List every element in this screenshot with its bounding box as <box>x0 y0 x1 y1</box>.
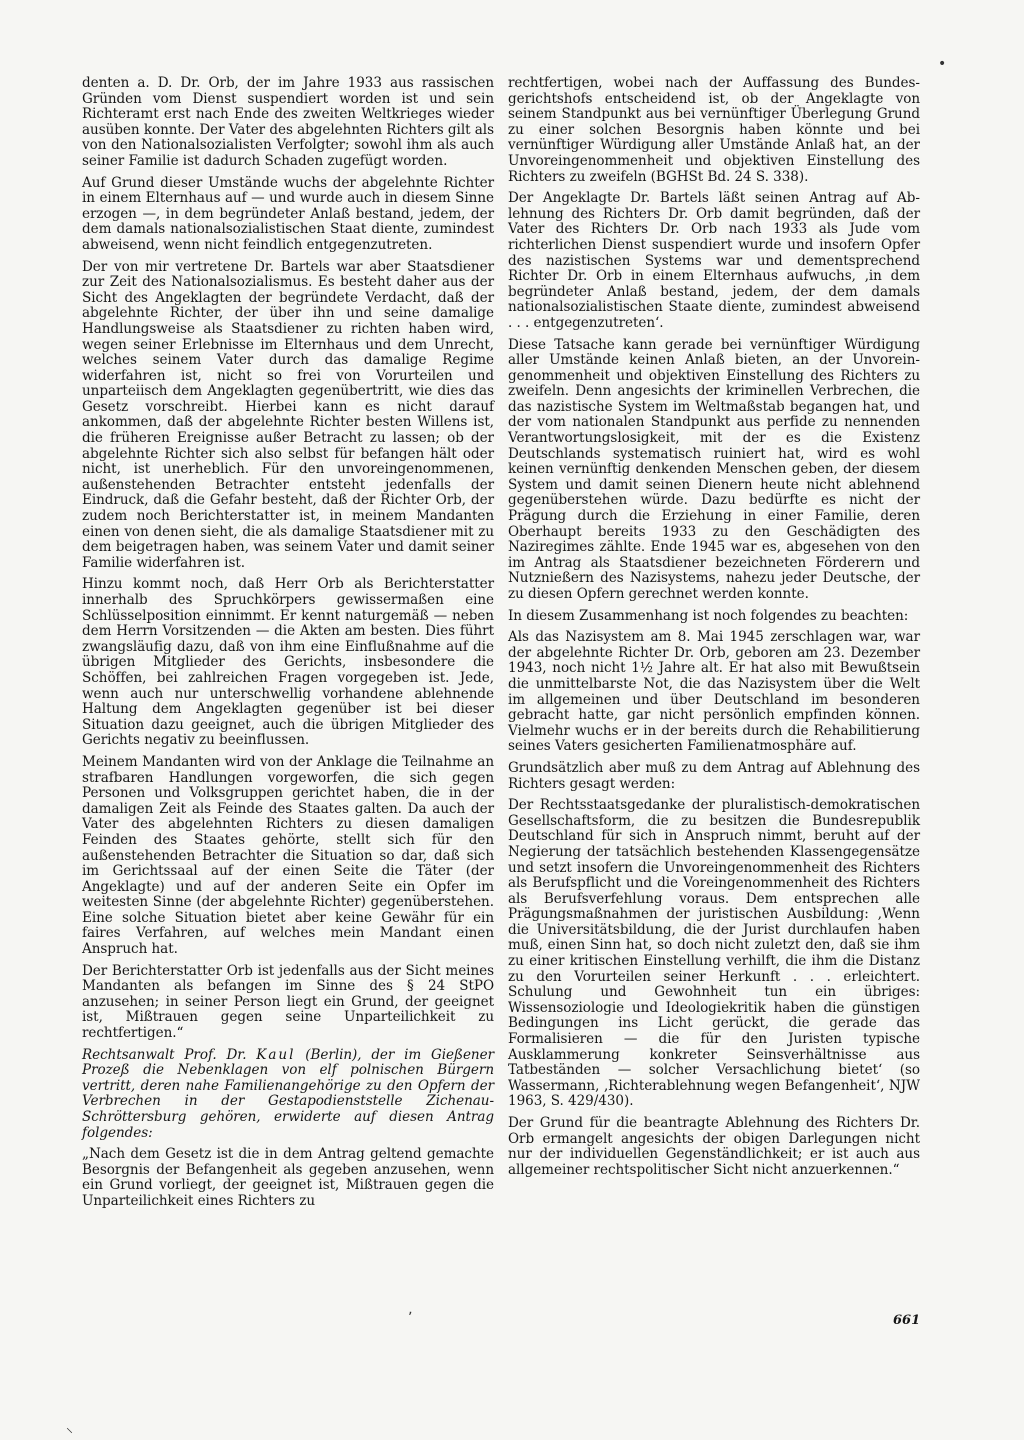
paragraph: denten a. D. Dr. Orb, der im Jahre 1933 aus rassischen Gründen vom Dienst suspendiert worden ist und sein Richteramt erst nach Ende des zweiten Weltkrieges wieder ausüben konnte. Der Vater des abgelehnten Richters gilt als von den Nationalsozialisten Verfolgter; sowohl ihm als auch seiner Familie ist dadurch Schaden zugefügt worden. <box>82 75 494 169</box>
paragraph: In diesem Zusammenhang ist noch folgendes zu beachten: <box>508 607 909 624</box>
italic-intro-paragraph <box>82 1048 494 1142</box>
paragraph: „Nach dem Gesetz ist die in dem Antrag geltend gemachte Besorgnis der Befangenheit als gegeben anzusehen, wenn ein Grund vorliegt, der geeignet ist, Mißtrauen gegen die Unparteilichkeit eines Richters zu <box>82 1146 494 1209</box>
scan-mark: ʼ <box>408 1310 413 1326</box>
paragraph: Auf Grund dieser Umstände wuchs der abgelehnte Richter in einem Elternhaus auf — und wurde auch in diesem Sinne erzogen —, in dem begründeter Anlaß bestand, jedem, der dem damals nationalsozialistischen Staat diente, zumindest abweisend, wenn nicht feindlich entgegenzutreten. <box>82 174 494 253</box>
paragraph: Als das Nazisystem am 8. Mai 1945 zerschlagen war, war der abgelehnte Richter Dr. Orb, geboren am 23. Dezember 1943, noch nicht 1½ Jahre alt. Er hat also mit Bewußtsein die unmittelbarste Not, die das Nazisystem über die Welt im allgemeinen und über Deutschland im besonderen gebracht hatte, gar nicht persönlich empfinden können. Vielmehr wuchs er in der bereits durch die Rehabilitierung seines Vaters gesicherten Familienatmosphäre auf. <box>508 629 920 755</box>
paragraph: Der Grund für die beantragte Ablehnung des Richters Dr. Orb ermangelt angesichts der obigen Darlegungen nicht nur der individuellen Gegenständlichkeit; er ist auch aus allgemeiner rechtspolitischer Sicht nicht anzuerkennen.“ <box>508 1115 920 1178</box>
intro-text: (Berlin), der im Gießener Prozeß die Nebenklagen von elf polnischen Bürgern vertritt, deren nahe Familienangehörige zu den Opfern der Verbrechen in der Gestapodienststelle Zichenau-Schröttersburg gehören, erwiderte auf diesen Antrag folgendes: <box>82 1046 494 1141</box>
paragraph: Grundsätzlich aber muß zu dem Antrag auf Ablehnung des Richters gesagt werden: <box>508 759 920 792</box>
paragraph: Der von mir vertretene Dr. Bartels war aber Staatsdiener zur Zeit des Nationalsozialismus. Es besteht daher aus der Sicht des Angeklagten der begründete Verdacht, daß der abgelehnte Richter, der über ihn und seine damalige Handlungsweise als Staatsdiener zu richten haben wird, wegen seiner Erlebnisse im Elternhaus und dem Unrecht, welches seinem Vater durch das damalige Regime widerfahren ist, nicht so frei von Vorurteilen und unparteiisch dem Angeklagten gegenübertritt, wie dies das Gesetz vorschreibt. Hierbei kann es nicht darauf ankommen, daß der abgelehnte Richter besten Willens ist, die früheren Ereignisse außer Betracht zu lassen; ob der abgelehnte Richter sich also selbst für befangen hält oder nicht, ist unerheblich. Für den unvoreingenommenen, außenstehenden Betrachter entsteht jedenfalls der Eindruck, daß die Gefahr besteht, daß der Richter Orb, der zudem noch Berichterstatter ist, in meinem Mandanten einen von denen sieht, die als damalige Staatsdiener mit zu dem beigetragen haben, was seinem Vater und damit seiner Familie widerfahren ist. <box>82 258 494 571</box>
right-column <box>508 76 920 1184</box>
paragraph: Diese Tatsache kann gerade bei vernünftiger Würdigung aller Umstände keinen Anlaß bieten, an der Unvoreingenommenheit und objektiven Einstellung des Richters zu zweifeln. Denn angesichts der kriminellen Verbrechen, die das nazistische System im Weltmaßstab begangen hat, und der vom nationalen Standpunkt aus perfide zu nennenden Verantwortungslosigkeit, mit der es die Existenz Deutschlands systematisch ruiniert hat, wird es wohl keinen vernünftig denkenden Menschen geben, der diesem System und damit seinen Dienern heute nicht ablehnend gegenüberstehen würde. Dazu bedürfte es nicht der Prägung durch die Erziehung in einer Familie, deren Oberhaupt bereits 1933 zu den Geschädigten des Naziregimes zählte. Ende 1945 war es, abgesehen von den im Antrag als Staatsdiener bezeichneten Förderern und Nutznießern des Nazisystems, nahezu jeder Deutsche, der zu diesen Opfern gerechnet werden konnte. <box>508 336 920 602</box>
page-number: 661 <box>893 1313 921 1328</box>
paragraph: Der Berichterstatter Orb ist jedenfalls aus der Sicht meines Mandanten als befangen im Sinne des § 24 StPO anzusehen; in seiner Person liegt ein Grund, der geeignet ist, Mißtrauen gegen seine Unparteilichkeit zu rechtfertigen.“ <box>82 962 494 1042</box>
paragraph: rechtfertigen, wobei nach der Auffassung des Bundesgerichtshofs entscheidend ist, ob der Angeklagte von seinem Standpunkt aus bei vernünftiger Überlegung Grund zu einer solchen Besorgnis haben könnte und bei vernünftiger Würdigung aller Umstände Anlaß hat, an der Unvoreingenommenheit und objektiven Einstellung des Richters zu zweifeln (BGHSt Bd. 24 S. 338). <box>508 75 920 185</box>
intro-prefix: Rechtsanwalt Prof. Dr. <box>82 1046 247 1063</box>
paragraph: Hinzu kommt noch, daß Herr Orb als Berichterstatter innerhalb des Spruchkörpers gewissermaßen eine Schlüsselposition einnimmt. Er kennt naturgemäß — neben dem Herrn Vorsitzenden — die Akten am besten. Dies führt zwangsläufig dazu, daß von ihm eine Einflußnahme auf die übrigen Mitglieder des Gerichts, insbesondere die Schöffen, bei zahlreichen Fragen vorgegeben ist. Jede, wenn auch nur unterschwellig vorhandene ablehnende Haltung dem Angeklagten gegenüber ist bei dieser Situation dazu geeignet, auch die übrigen Mitglieder des Gerichts negativ zu beeinflussen. <box>82 576 494 749</box>
paragraph: Meinem Mandanten wird von der Anklage die Teilnahme an strafbaren Handlungen vorgeworfen, die sich gegen Personen und Volksgruppen gerichtet haben, die in der damaligen Zeit als Feinde des Staates galten. Da auch der Vater des abgelehnten Richters zu diesen damaligen Feinden des Staates gehörte, stellt sich für den außenstehenden Betrachter die Situation so dar, daß sich im Gerichtssaal auf der einen Seite die Täter (der Angeklagte) und auf der anderen Seite ein Opfer im weitesten Sinne (der abgelehnte Richter) gegenüberstehen. Eine solche Situation bietet aber keine Gewähr für ein faires Verfahren, auf welches mein Mandant einen Anspruch hat. <box>82 753 494 958</box>
paragraph: Der Rechtsstaatsgedanke der pluralistisch-demokratischen Gesellschaftsform, die zu besitzen die Bundesrepublik Deutschland für sich in Anspruch nimmt, beruht auf der Negierung der tatsächlich bestehenden Klassengegensätze und setzt insofern die Unvoreingenommenheit des Richters als Berufspflicht und die Voreingenommenheit des Richters als Berufsverfehlung voraus. Dem entsprechen alle Prägungsmaßnahmen der juristischen Ausbildung: ‚Wenn die Universitätsbildung, die der Jurist durchlaufen haben muß, einen Sinn hat, so doch nicht zuletzt den, daß sie ihm zu einer kritischen Einstellung verhilft, die ihm die Distanz zu den Vorurteilen seiner Herkunft . . . erleichtert. Schulung und Gewohnheit tun ein übriges: Wissensoziologie und Ideologiekritik haben die günstigen Bedingungen ins Licht gerückt, die gerade das Formalisieren — die für den Juristen typische Ausklammerung konkreter Seinsverhältnisse aus Tatbeständen — solcher Versachlichung bietet‘ (so Wassermann, ‚Richterablehnung wegen Befangenheit‘, NJW 1963, S. 429/430). <box>508 797 920 1110</box>
scan-mark: • <box>938 56 947 72</box>
speaker-name: Kaul <box>256 1046 296 1063</box>
left-column <box>82 76 494 1216</box>
scan-mark: ⸜ <box>66 1420 73 1436</box>
paragraph: Der Angeklagte Dr. Bartels läßt seinen Antrag auf Ablehnung des Richters Dr. Orb damit begründen, daß der Vater des Richters Dr. Orb nach 1933 als Jude vom richterlichen Dienst suspendiert wurde und insofern Opfer des nazistischen Systems war und dementsprechend Richter Dr. Orb in einem Elternhaus aufwuchs, ‚in dem begründeter Anlaß bestand, jedem, der dem damals nationalsozialistischen Staate diente, zumindest abweisend . . . entgegenzutreten‘. <box>508 190 920 331</box>
